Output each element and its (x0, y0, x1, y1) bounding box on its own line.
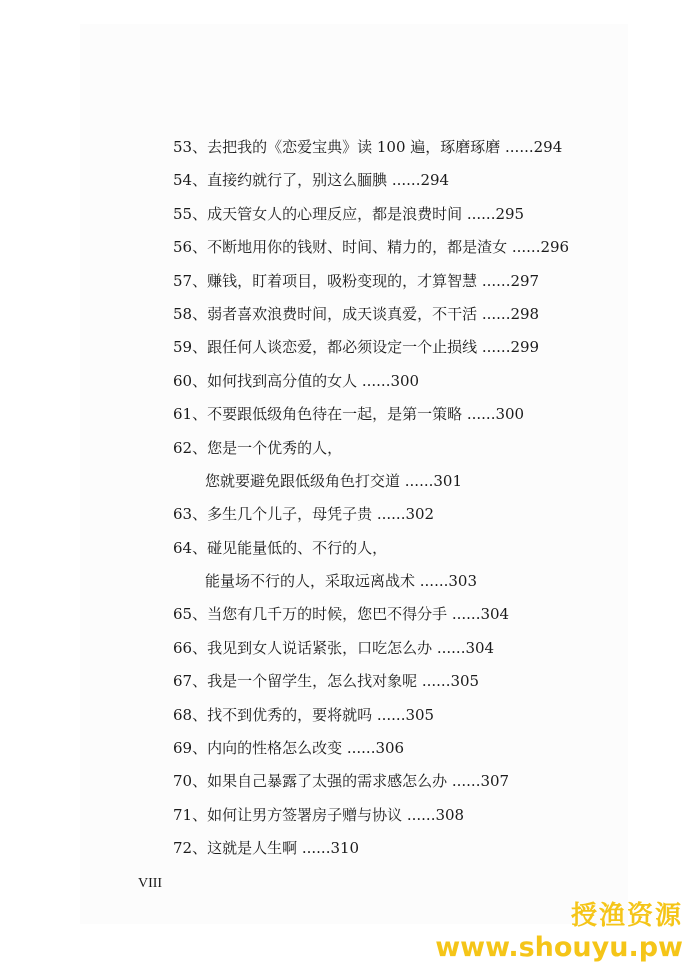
toc-entry-69: 69、内向的性格怎么改变 ......306 (173, 739, 405, 758)
table-of-contents (173, 131, 673, 866)
toc-entry-62-continued: 您就要避免跟低级角色打交道 ......301 (205, 471, 463, 490)
page-number: VIII (138, 876, 163, 891)
watermark-url: www.shouyu.pw (435, 931, 683, 963)
watermark-title: 授渔资源 (570, 901, 683, 931)
toc-entry-64-continued: 能量场不行的人，采取远离战术 ......303 (205, 572, 478, 591)
toc-entry-67: 67、我是一个留学生，怎么找对象呢 ......305 (173, 672, 480, 691)
toc-entry-68: 68、找不到优秀的，要将就吗 ......305 (173, 705, 435, 724)
toc-entry-64: 64、碰见能量低的、不行的人， (173, 538, 388, 557)
toc-entry-61: 61、不要跟低级角色待在一起，是第一策略 ......300 (173, 405, 525, 424)
toc-entry-59: 59、跟任何人谈恋爱，都必须设定一个止损线 ......299 (173, 338, 540, 357)
toc-entry-72: 72、这就是人生啊 ......310 (173, 839, 360, 858)
toc-entry-53: 53、去把我的《恋爱宝典》读 100 遍，琢磨琢磨 ......294 (173, 138, 563, 156)
toc-entry-63: 63、多生几个儿子，母凭子贵 ......302 (173, 505, 435, 524)
toc-entry-70: 70、如果自己暴露了太强的需求感怎么办 ......307 (173, 772, 510, 791)
watermark (435, 902, 683, 963)
toc-entry-65: 65、当您有几千万的时候，您巴不得分手 ......304 (173, 605, 510, 624)
toc-entry-56: 56、不断地用你的钱财、时间、精力的，都是渣女 ......296 (173, 238, 570, 257)
toc-entry-55: 55、成天管女人的心理反应，都是浪费时间 ......295 (173, 204, 525, 223)
toc-entry-66: 66、我见到女人说话紧张，口吃怎么办 ......304 (173, 638, 495, 657)
toc-entry-71: 71、如何让男方签署房子赠与协议 ......308 (173, 805, 465, 824)
toc-entry-54: 54、直接约就行了，别这么腼腆 ......294 (173, 171, 450, 190)
toc-entry-58: 58、弱者喜欢浪费时间，成天谈真爱，不干活 ......298 (173, 304, 540, 323)
toc-entry-62: 62、您是一个优秀的人， (173, 438, 343, 457)
toc-entry-57: 57、赚钱，盯着项目，吸粉变现的，才算智慧 ......297 (173, 271, 540, 290)
toc-entry-60: 60、如何找到高分值的女人 ......300 (173, 371, 420, 390)
